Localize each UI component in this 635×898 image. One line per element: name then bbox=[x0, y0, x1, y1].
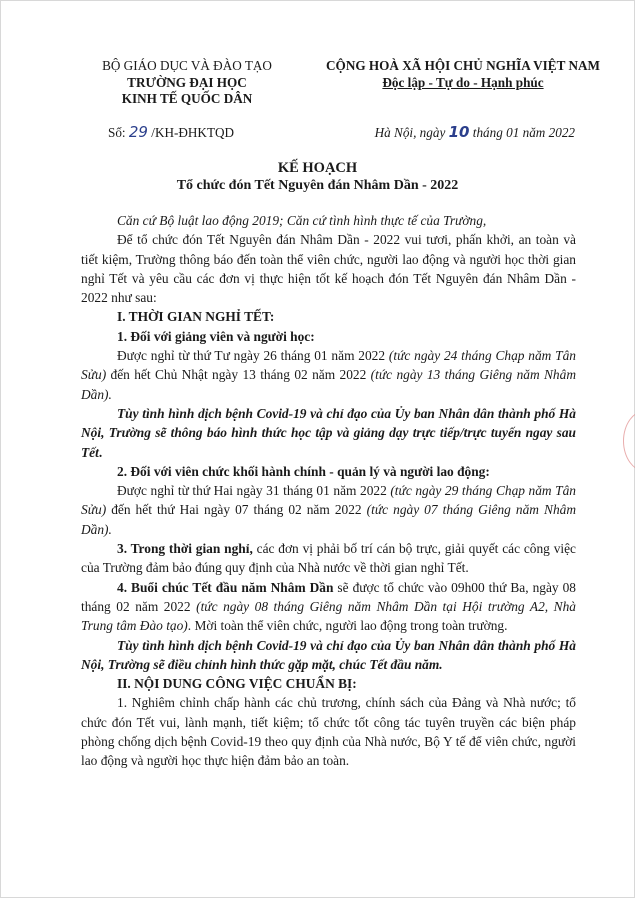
section-1-1-text bbox=[81, 346, 576, 404]
date-prefix: Hà Nội, ngày bbox=[374, 125, 449, 140]
document-subtitle: Tổ chức đón Tết Nguyên đán Nhâm Dần - 2022 bbox=[176, 178, 459, 193]
section-1-2-heading: 2. Đối với viên chức khối hành chính - quản lý và người lao động: bbox=[117, 463, 490, 479]
so-label: Số: bbox=[108, 125, 129, 140]
s1-1-e: Tùy tình hình dịch bệnh Covid-19 và chỉ đạo của Ủy ban Nhân dân thành phố Hà Nội, Trường sẽ thông báo hình thức học tập và giảng dạy trực tiếp/trực tuyến ngay sau Tết bbox=[81, 405, 576, 460]
national-block bbox=[305, 58, 621, 91]
s1-4-b: sẽ được tổ chức vào 09h00 thứ Ba, ngày 08 tháng 02 năm 2022 bbox=[81, 579, 576, 614]
s1-2-d: (tức ngày 07 tháng Giêng năm Nhâm Dần). bbox=[81, 502, 576, 537]
document-body bbox=[81, 211, 576, 771]
seal-stamp-edge bbox=[623, 410, 635, 472]
s1-2-c: đến hết thứ Hai ngày 07 tháng 02 năm 2022 bbox=[106, 502, 367, 518]
document-number bbox=[108, 123, 234, 141]
s1-4-c: (tức ngày 08 tháng Giêng năm Nhâm Dần tại Hội trường A2, Nhà Trung tâm Đào tạo) bbox=[81, 598, 576, 634]
s1-1-b: (tức ngày 24 tháng Chạp năm Tân Sửu) bbox=[81, 348, 576, 383]
date-suffix: tháng 01 năm 2022 bbox=[469, 125, 575, 140]
s1-1-d: (tức ngày 13 tháng Giêng năm Nhâm Dần). bbox=[81, 367, 576, 402]
section-1-3 bbox=[81, 539, 576, 578]
national-motto-text: Độc lập - Tự do - Hạnh phúc bbox=[382, 74, 544, 90]
ministry-name: BỘ GIÁO DỤC VÀ ĐÀO TẠO bbox=[102, 58, 272, 73]
s1-3-a: 3. Trong thời gian nghỉ, bbox=[117, 541, 253, 557]
s1-4-a: 4. Buổi chúc Tết đầu năm Nhâm Dần bbox=[117, 579, 334, 595]
date-day-handwritten: 10 bbox=[448, 123, 470, 141]
so-number-handwritten: 29 bbox=[128, 123, 148, 141]
legal-basis: Căn cứ Bộ luật lao động 2019; Căn cứ tình hình thực tế của Trường, bbox=[117, 213, 487, 228]
section-2-heading: II. NỘI DUNG CÔNG VIỆC CHUẨN BỊ: bbox=[117, 676, 357, 692]
university-name-line2: KINH TẾ QUỐC DÂN bbox=[121, 91, 253, 106]
university-name-line1: TRƯỜNG ĐẠI HỌC bbox=[127, 74, 247, 90]
section-1-4-note: Tùy tình hình dịch bệnh Covid-19 và chỉ đạo của Ủy ban Nhân dân thành phố Hà Nội, Trường sẽ điều chỉnh hình thức gặp mặt, chúc Tết đầu năm. bbox=[81, 637, 576, 672]
s1-3-b: các đơn vị phải bố trí cán bộ trực, giải quyết các công việc của Trường đảm bảo đúng quy định của Nhà nước về thời gian nghỉ Tết. bbox=[81, 541, 576, 576]
s1-2-b: (tức ngày 29 tháng Chạp năm Tân Sửu) bbox=[81, 483, 576, 518]
national-motto bbox=[305, 75, 621, 92]
so-code: /KH-ĐHKTQD bbox=[147, 125, 235, 140]
intro-paragraph: Để tổ chức đón Tết Nguyên đán Nhâm Dần - 2022 vui tươi, phấn khởi, an toàn và tiết kiệm, Trường thông báo đến toàn thể viên chức, người lao động và người học thời gian nghỉ Tết và yêu cầu các đơn vị thực hiện tốt kế hoạch đón Tết Nguyên đán Nhâm Dần - 2022 như sau: bbox=[81, 232, 576, 306]
section-1-heading: I. THỜI GIAN NGHỈ TẾT: bbox=[117, 309, 275, 325]
s1-4-d: . Mời toàn thể viên chức, người lao động trong toàn trường. bbox=[187, 618, 508, 634]
section-1-2-text bbox=[81, 481, 576, 539]
s1-1-f: . bbox=[98, 444, 103, 460]
section-1-1-note bbox=[81, 404, 576, 462]
document-date bbox=[330, 123, 575, 141]
section-2-1: 1. Nghiêm chỉnh chấp hành các chủ trương, chính sách của Đảng và Nhà nước; tổ chức đón Tết vui, lành mạnh, tiết kiệm; tổ chức tốt công tác tuyên truyền các biện pháp phòng chống dịch bệnh Covid-19 theo quy định của Nhà nước, Bộ Y tế để viên chức, người lao động và người học thực hiện đảm bảo an toàn. bbox=[81, 695, 576, 769]
issuer-block bbox=[80, 58, 294, 108]
section-1-4 bbox=[81, 578, 576, 636]
nation-name: CỘNG HOÀ XÃ HỘI CHỦ NGHĨA VIỆT NAM bbox=[326, 58, 600, 73]
s1-1-a: Được nghỉ từ thứ Tư ngày 26 tháng 01 năm 2022 bbox=[117, 348, 389, 364]
s1-2-a: Được nghỉ từ thứ Hai ngày 31 tháng 01 năm 2022 bbox=[117, 483, 391, 499]
s1-1-c: đến hết Chủ Nhật ngày 13 tháng 02 năm 2022 bbox=[106, 367, 371, 383]
document-title: KẾ HOẠCH bbox=[277, 160, 358, 176]
section-1-1-heading: 1. Đối với giảng viên và người học: bbox=[117, 328, 315, 344]
